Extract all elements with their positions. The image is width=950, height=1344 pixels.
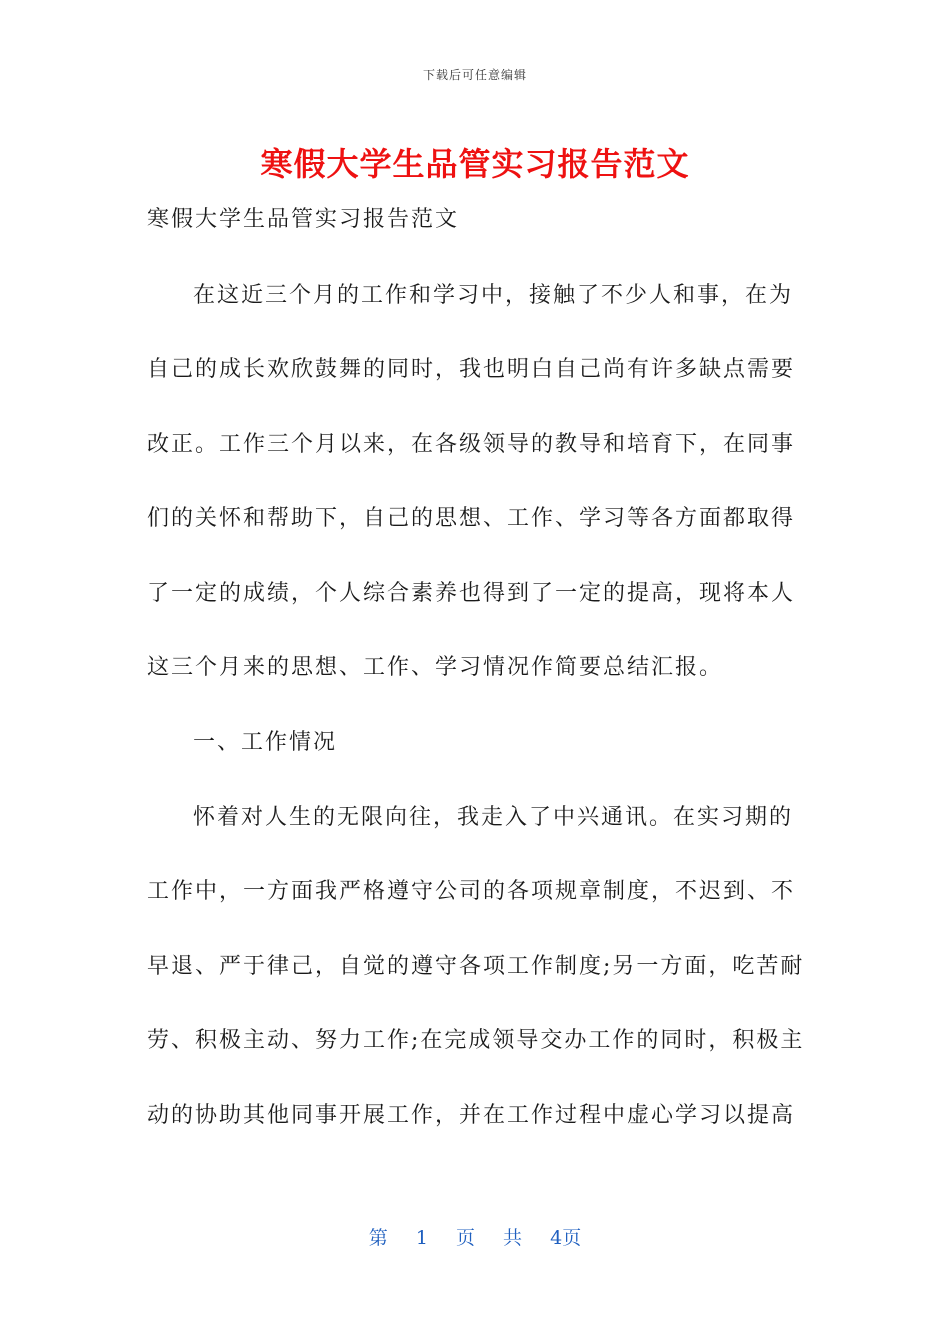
footer-current-page: 1 bbox=[415, 1227, 428, 1249]
paragraph-line: 这三个月来的思想、工作、学习情况作简要总结汇报。 bbox=[147, 655, 724, 680]
footer-total-word: 共 bbox=[503, 1227, 523, 1249]
footer-total-pages: 4页 bbox=[550, 1227, 582, 1249]
paragraph-line: 们的关怀和帮助下，自己的思想、工作、学习等各方面都取得 bbox=[147, 506, 796, 531]
paragraph-line: 自己的成长欢欣鼓舞的同时，我也明白自己尚有许多缺点需要 bbox=[147, 357, 796, 382]
paragraph-line: 早退、严于律己，自觉的遵守各项工作制度;另一方面，吃苦耐 bbox=[147, 954, 805, 979]
footer-prefix: 第 bbox=[368, 1227, 388, 1249]
paragraph-line: 工作中，一方面我严格遵守公司的各项规章制度，不迟到、不 bbox=[147, 879, 796, 904]
paragraph-line: 怀着对人生的无限向往，我走入了中兴通讯。在实习期的 bbox=[193, 805, 794, 830]
section-heading: 一、工作情况 bbox=[193, 730, 338, 755]
header-note: 下载后可任意编辑 bbox=[422, 68, 527, 82]
paragraph-line: 动的协助其他同事开展工作，并在工作过程中虚心学习以提高 bbox=[147, 1103, 796, 1128]
footer-page-word: 页 bbox=[455, 1227, 475, 1249]
paragraph-line: 改正。工作三个月以来，在各级领导的教导和培育下，在同事 bbox=[147, 432, 796, 457]
page-footer bbox=[0, 1223, 950, 1250]
paragraph-line: 了一定的成绩，个人综合素养也得到了一定的提高，现将本人 bbox=[147, 581, 796, 606]
paragraph-line: 劳、积极主动、努力工作;在完成领导交办工作的同时，积极主 bbox=[147, 1028, 805, 1053]
document-subtitle: 寒假大学生品管实习报告范文 bbox=[147, 207, 460, 232]
paragraph-line: 在这近三个月的工作和学习中，接触了不少人和事，在为 bbox=[193, 283, 794, 308]
document-title: 寒假大学生品管实习报告范文 bbox=[260, 145, 690, 183]
